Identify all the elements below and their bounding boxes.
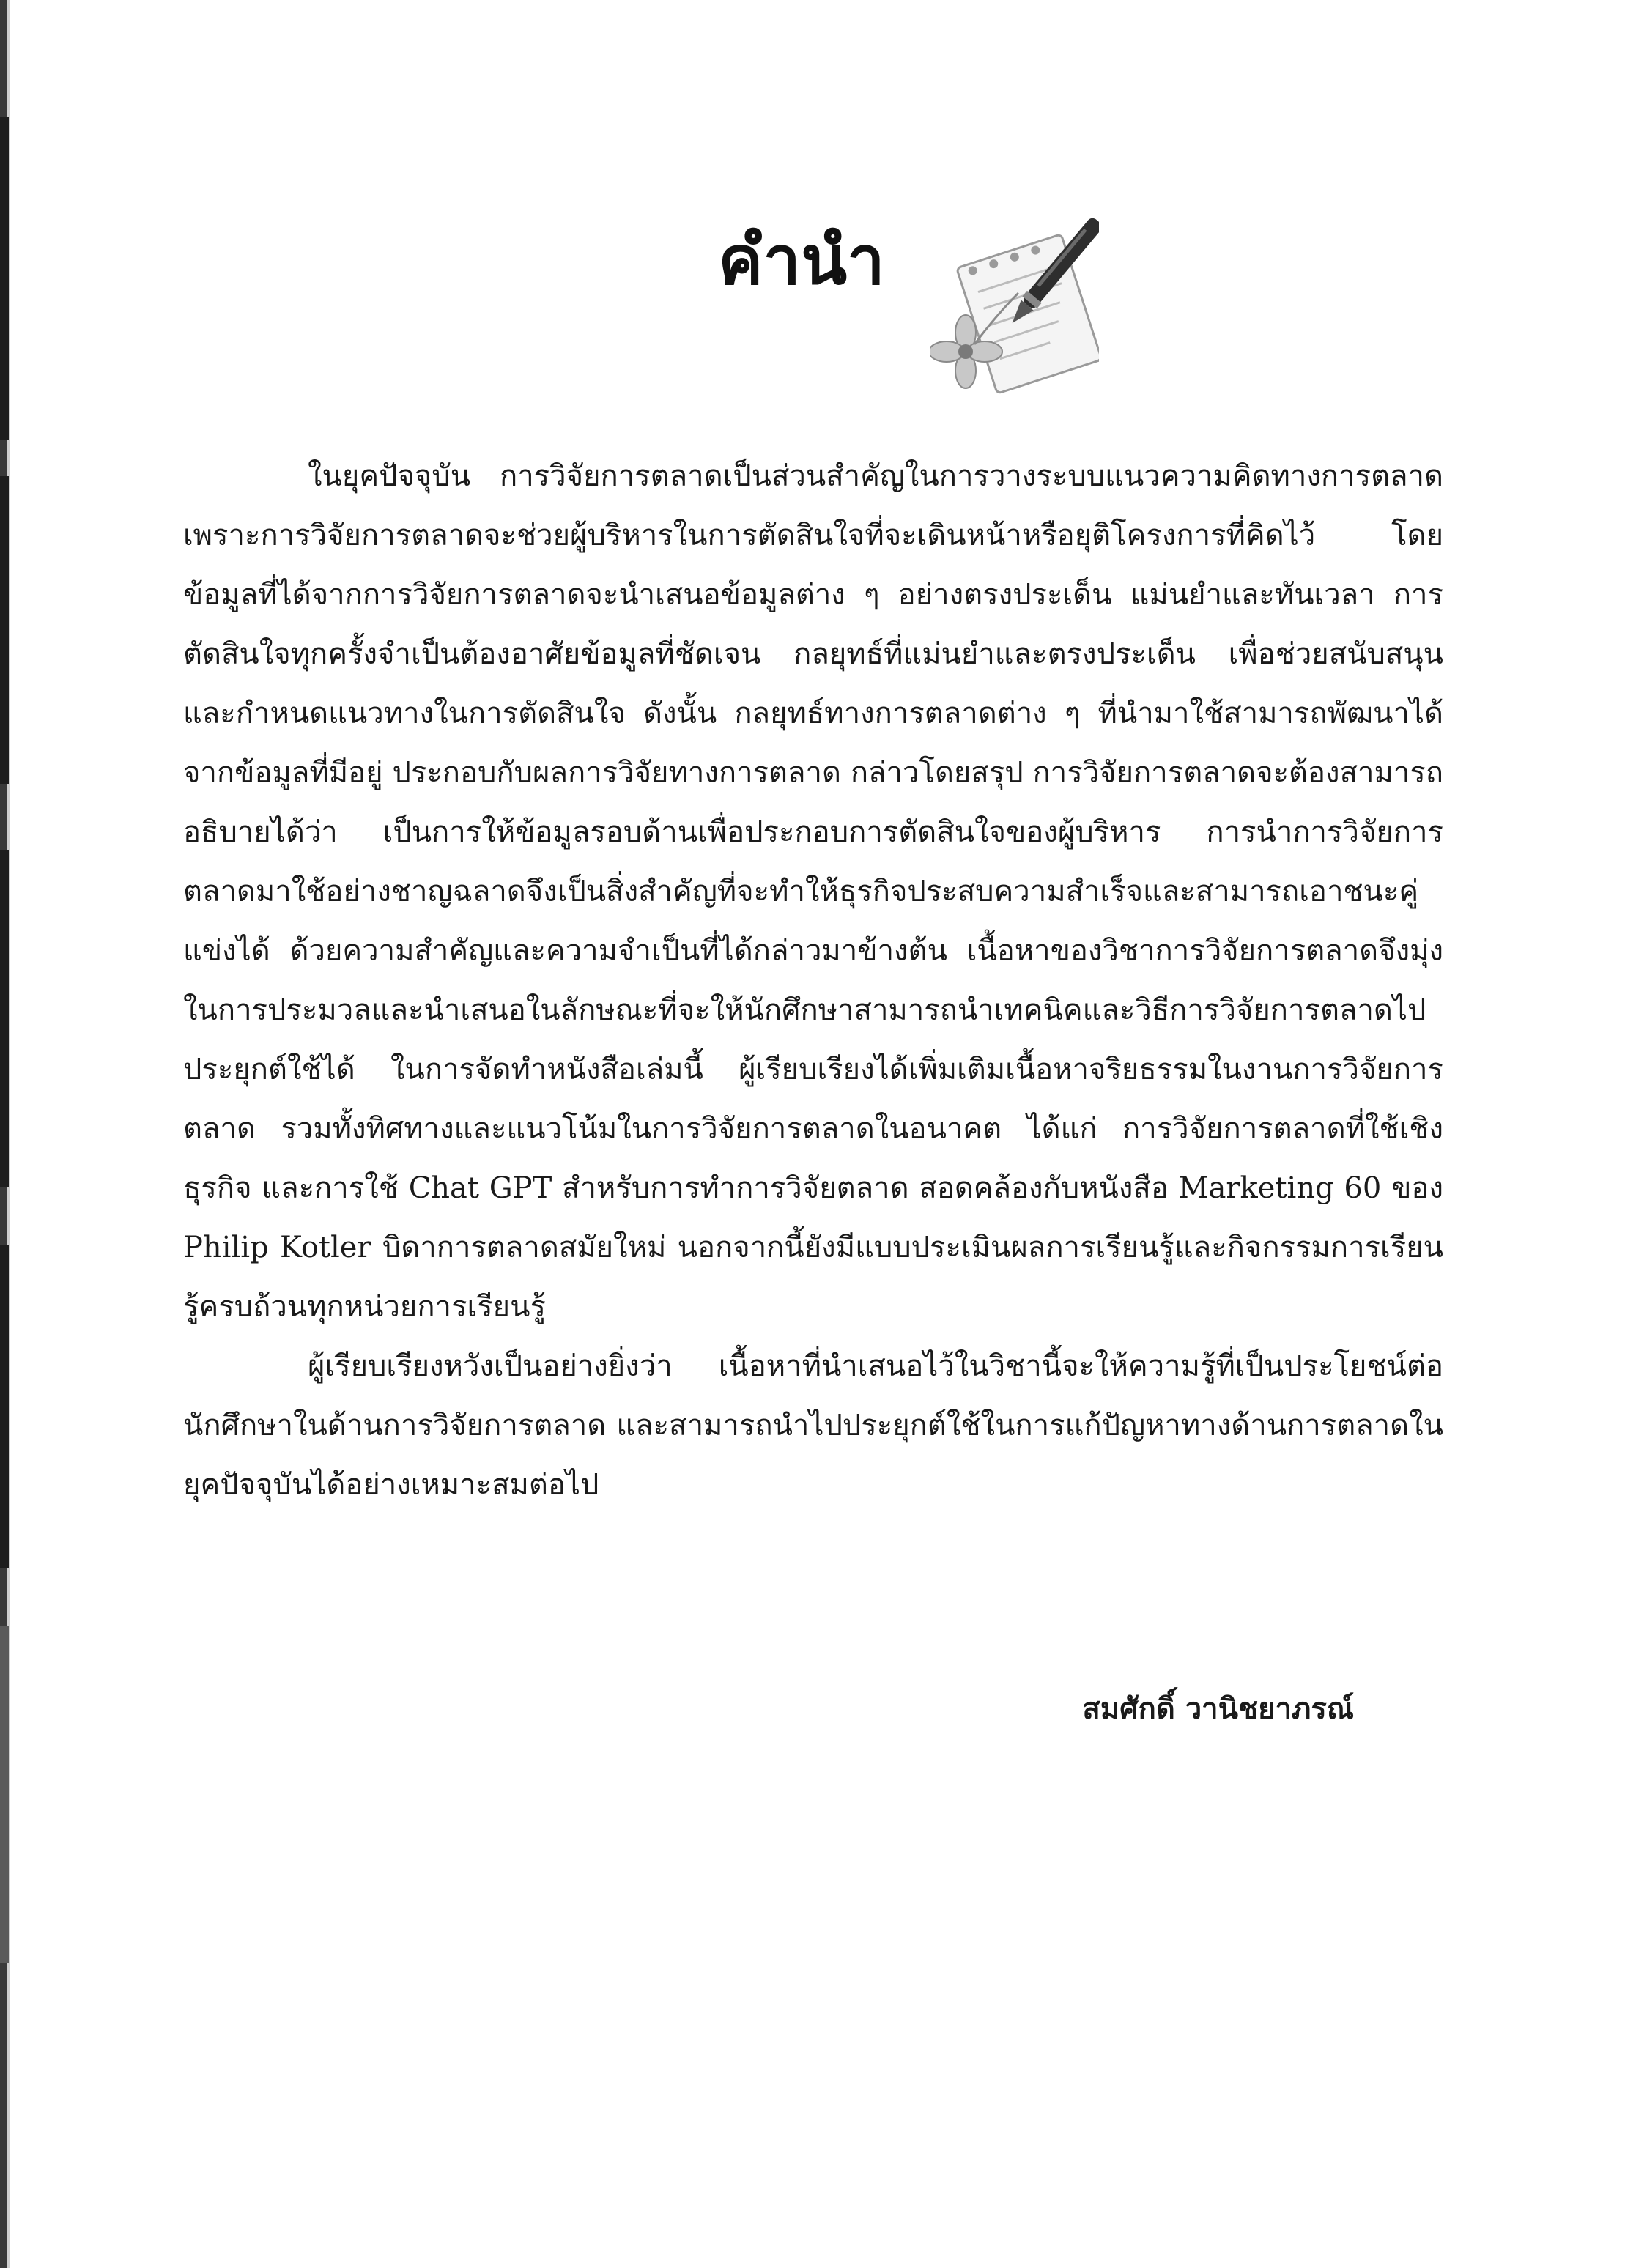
page-title: คำนำ bbox=[718, 221, 885, 300]
preface-paragraph-2: ผู้เรียบเรียงหวังเป็นอย่างยิ่งว่า เนื้อหาที่นำเสนอไว้ในวิชานี้จะให้ความรู้ที่เป็นประโยชน์ต่อนักศึกษาในด้านการวิจัยการตลาด และสามารถนำไปประยุกต์ใช้ในการแก้ปัญหาทางด้านการตลาดในยุคปัจจุบันได้อย่างเหมาะสมต่อไป bbox=[183, 1349, 1443, 1502]
binding-edge-strip bbox=[0, 0, 29, 2268]
author-signature: สมศักดิ์ วานิชยาภรณ์ bbox=[1082, 1691, 1354, 1726]
title-block bbox=[718, 205, 1099, 396]
preface-paragraph-1: ในยุคปัจจุบัน การวิจัยการตลาดเป็นส่วนสำคัญในการวางระบบแนวความคิดทางการตลาด เพราะการวิจัยการตลาดจะช่วยผู้บริหารในการตัดสินใจที่จะเดินหน้าหรือยุติโครงการที่คิดไว้ โดยข้อมูลที่ได้จากการวิจัยการตลาดจะนำเสนอข้อมูลต่าง ๆ อย่างตรงประเด็น แม่นยำและทันเวลา การตัดสินใจทุกครั้งจำเป็นต้องอาศัยข้อมูลที่ชัดเจน กลยุทธ์ที่แม่นยำและตรงประเด็น เพื่อช่วยสนับสนุนและกำหนดแนวทางในการตัดสินใจ ดังนั้น กลยุทธ์ทางการตลาดต่าง ๆ ที่นำมาใช้สามารถพัฒนาได้จากข้อมูลที่มีอยู่ ประกอบกับผลการวิจัยทางการตลาด กล่าวโดยสรุป การวิจัยการตลาดจะต้องสามารถอธิบายได้ว่า เป็นการให้ข้อมูลรอบด้านเพื่อประกอบการตัดสินใจของผู้บริหาร การนำการวิจัยการตลาดมาใช้อย่างชาญฉลาดจึงเป็นสิ่งสำคัญที่จะทำให้ธุรกิจประสบความสำเร็จและสามารถเอาชนะคู่แข่งได้ ด้วยความสำคัญและความจำเป็นที่ได้กล่าวมาข้างต้น เนื้อหาของวิชาการวิจัยการตลาดจึงมุ่งในการประมวลและนำเสนอในลักษณะที่จะให้นักศึกษาสามารถนำเทคนิคและวิธีการวิจัยการตลาดไปประยุกต์ใช้ได้ ในการจัดทำหนังสือเล่มนี้ ผู้เรียบเรียงได้เพิ่มเติมเนื้อหาจริยธรรมในงานการวิจัยการตลาด รวมทั้งทิศทางและแนวโน้มในการวิจัยการตลาดในอนาคต ได้แก่ การวิจัยการตลาดที่ใช้เชิงธุรกิจ และการใช้ Chat GPT สำหรับการทำการวิจัยตลาด สอดคล้องกับหนังสือ Marketing 60 ของ Philip Kotler บิดาการตลาดสมัยใหม่ นอกจากนี้ยังมีแบบประเมินผลการเรียนรู้และกิจกรรมการเรียนรู้ครบถ้วนทุกหน่วยการเรียนรู้ bbox=[183, 459, 1443, 1324]
preface-body bbox=[183, 447, 1443, 1515]
notepad-with-pen-and-flower-icon bbox=[930, 205, 1099, 396]
